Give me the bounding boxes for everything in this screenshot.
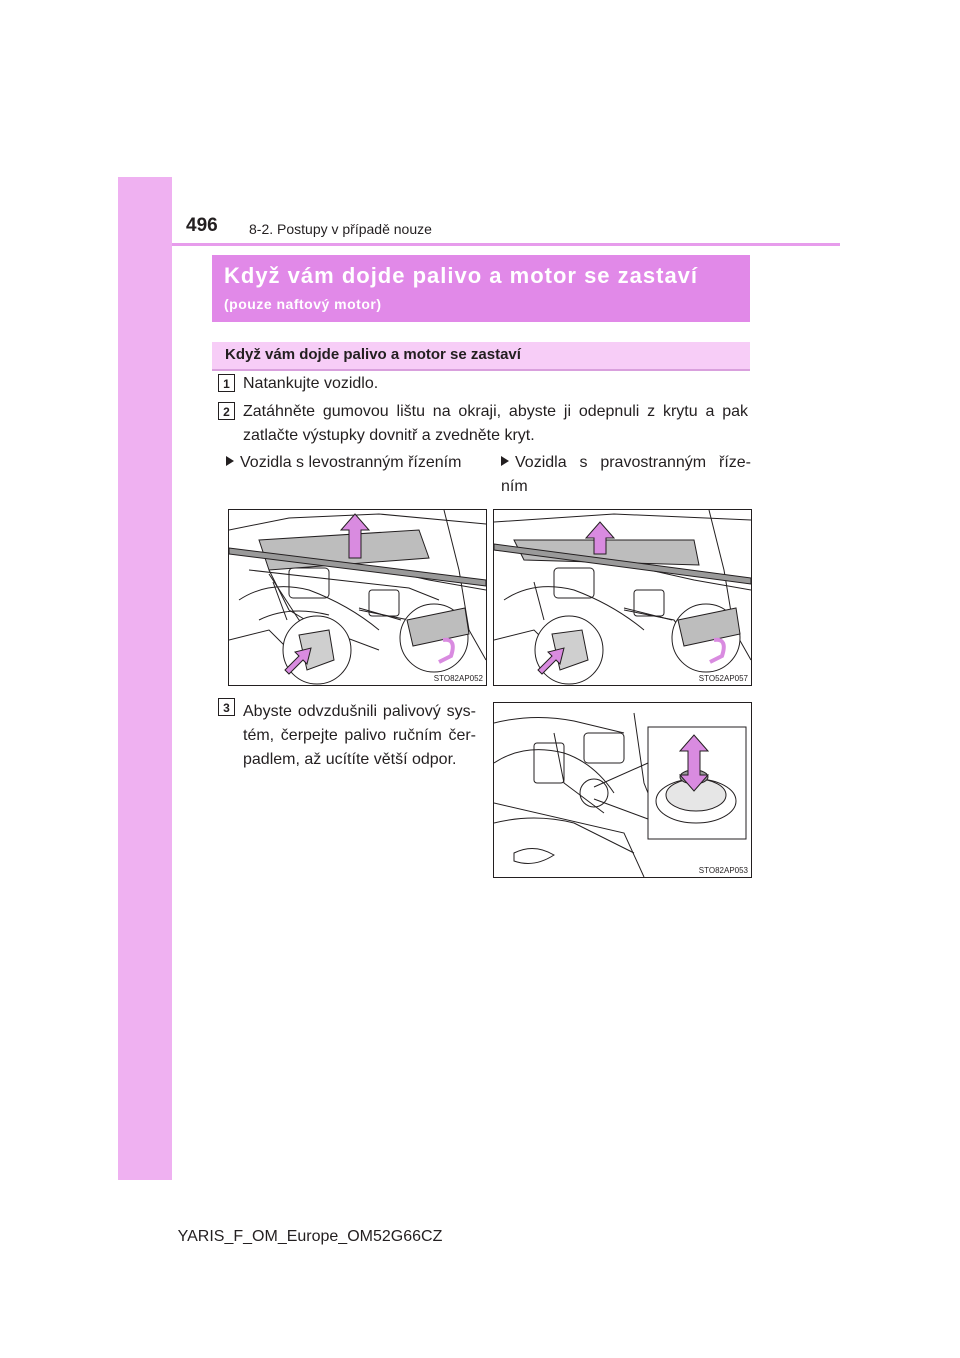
page-number: 496: [186, 215, 218, 236]
section-title: 8-2. Postupy v případě nouze: [249, 221, 432, 237]
figure-code-lhd: STO82AP052: [433, 674, 483, 683]
figure-code-pump: STO82AP053: [698, 866, 748, 875]
bullet-right-hand-drive: [501, 451, 751, 499]
header-divider: [172, 243, 840, 246]
page-title: Když vám dojde palivo a motor se zastaví: [224, 263, 699, 288]
page-title-box: [212, 255, 750, 322]
fuel-hand-pump-illustration: [494, 703, 751, 877]
figure-left-hand-drive: [228, 509, 487, 686]
step-number-2: 2: [218, 402, 235, 420]
step-text-1: Natankujte vozidlo.: [243, 375, 379, 392]
chapter-sidebar-tab: [118, 177, 172, 1180]
triangle-bullet-icon: [501, 456, 509, 466]
engine-cover-rhd-illustration: [494, 510, 751, 685]
step-text-3: Abyste odvzdušnili palivový sys-tém, čerpejte palivo ručním čer-padlem, až ucítíte větší odpor.: [243, 703, 476, 768]
triangle-bullet-icon: [226, 456, 234, 466]
figure-right-hand-drive: [493, 509, 752, 686]
step-number-3: 3: [218, 698, 235, 716]
bullet-left-label: Vozidla s levostranným řízením: [240, 454, 462, 471]
figure-hand-pump: [493, 702, 752, 878]
figure-code-rhd: STO52AP057: [698, 674, 748, 683]
document-footer: YARIS_F_OM_Europe_OM52G66CZ: [177, 1228, 443, 1245]
subheading-bar: [212, 342, 750, 371]
bullet-left-hand-drive: [226, 451, 486, 475]
engine-cover-lhd-illustration: [229, 510, 486, 685]
subheading-label: Když vám dojde palivo a motor se zastaví: [225, 346, 521, 363]
step-text-2: Zatáhněte gumovou lištu na okraji, abyste ji odepnuli z krytu a pak zatlačte výstupky dovnitř a zvedněte kryt.: [243, 403, 748, 444]
page-subtitle: (pouze naftový motor): [224, 296, 382, 312]
step-number-1: 1: [218, 374, 235, 392]
bullet-right-label: Vozidla s pravostranným říze-ním: [501, 454, 751, 495]
